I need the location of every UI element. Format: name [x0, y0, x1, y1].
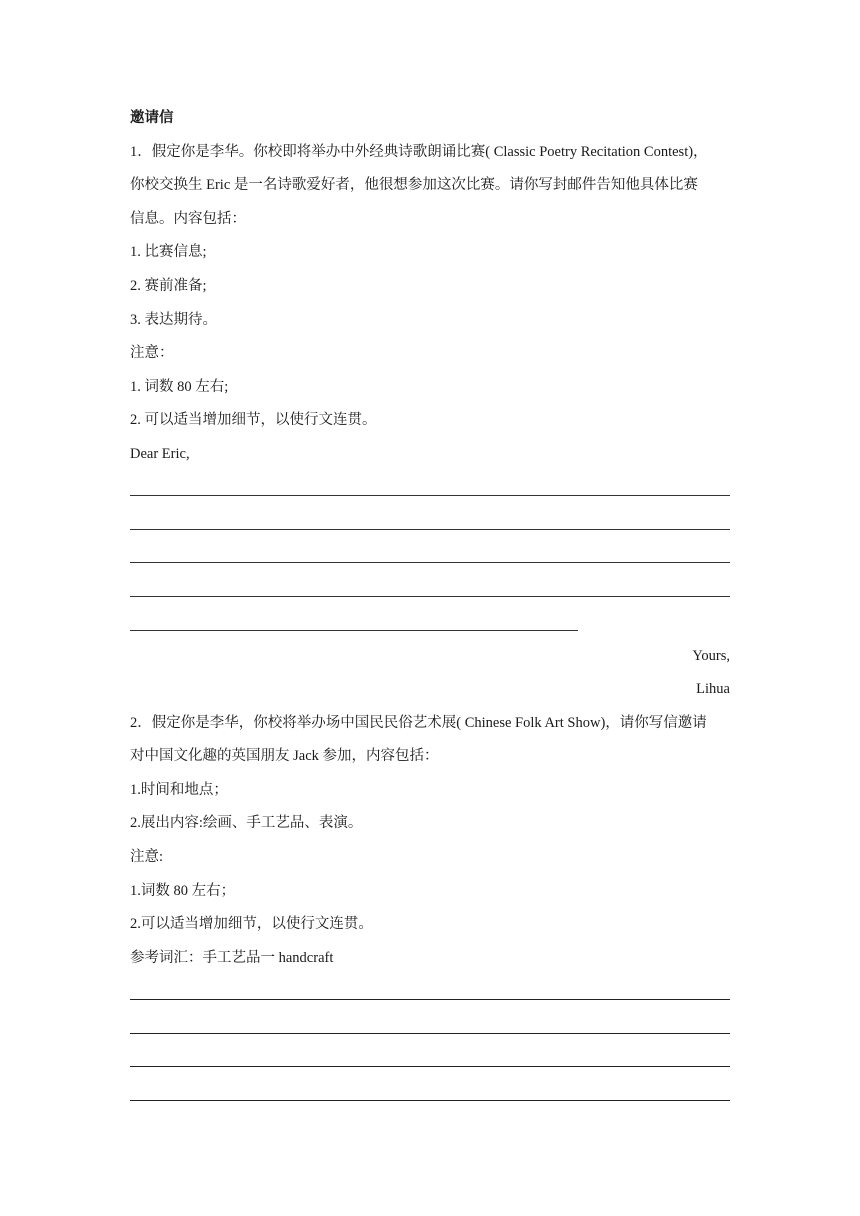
- q2-prompt-line: 2．假定你是李华，你校将举办场中国民民俗艺术展( Chinese Folk Art Show)，请你写信邀请: [130, 714, 707, 731]
- answer-line: [130, 1009, 730, 1043]
- q1-content-item: 2. 赛前准备;: [130, 277, 207, 294]
- q1-note-item: 1. 词数 80 左右;: [130, 378, 229, 395]
- answer-line: [130, 1076, 730, 1110]
- document-page: [130, 102, 730, 1110]
- q2-prompt-line: 对中国文化趣的英国朋友 Jack 参加，内容包括：: [130, 748, 439, 765]
- q1-prompt-line: 信息。内容包括：: [130, 210, 246, 227]
- q2-content-item: 2.展出内容:绘画、手工艺品、表演。: [130, 815, 363, 832]
- q2-note-item: 1.词数 80 左右；: [130, 882, 236, 899]
- q1-prompt-line: 你校交换生 Eric 是一名诗歌爱好者，他很想参加这次比赛。请你写封邮件告知他具体比赛: [130, 177, 698, 194]
- q1-note-item: 2. 可以适当增加细节，以使行文连贯。: [130, 412, 377, 429]
- section-heading: 邀请信: [130, 110, 174, 126]
- q1-note-label: 注意：: [130, 345, 174, 362]
- q2-vocab-hint: 参考词汇：手工艺品一 handcraft: [130, 949, 334, 966]
- answer-line: [130, 1043, 730, 1077]
- q1-closing: Yours,: [692, 647, 730, 664]
- q2-content-item: 1.时间和地点；: [130, 781, 228, 798]
- q1-content-item: 1. 比赛信息;: [130, 244, 207, 261]
- q1-content-item: 3. 表达期待。: [130, 311, 217, 328]
- answer-line: [130, 539, 730, 573]
- answer-line: [130, 505, 730, 539]
- q1-signature: Lihua: [696, 681, 730, 698]
- answer-line: [130, 472, 730, 506]
- q1-prompt-line: 1．假定你是李华。你校即将举办中外经典诗歌朗诵比赛( Classic Poetry Recitation Contest)，: [130, 143, 708, 160]
- answer-line: [130, 572, 730, 606]
- q1-salutation: Dear Eric,: [130, 445, 190, 462]
- answer-line: [130, 975, 730, 1009]
- answer-line: [130, 606, 730, 640]
- q2-note-label: 注意:: [130, 849, 164, 866]
- q2-note-item: 2.可以适当增加细节，以使行文连贯。: [130, 916, 373, 933]
